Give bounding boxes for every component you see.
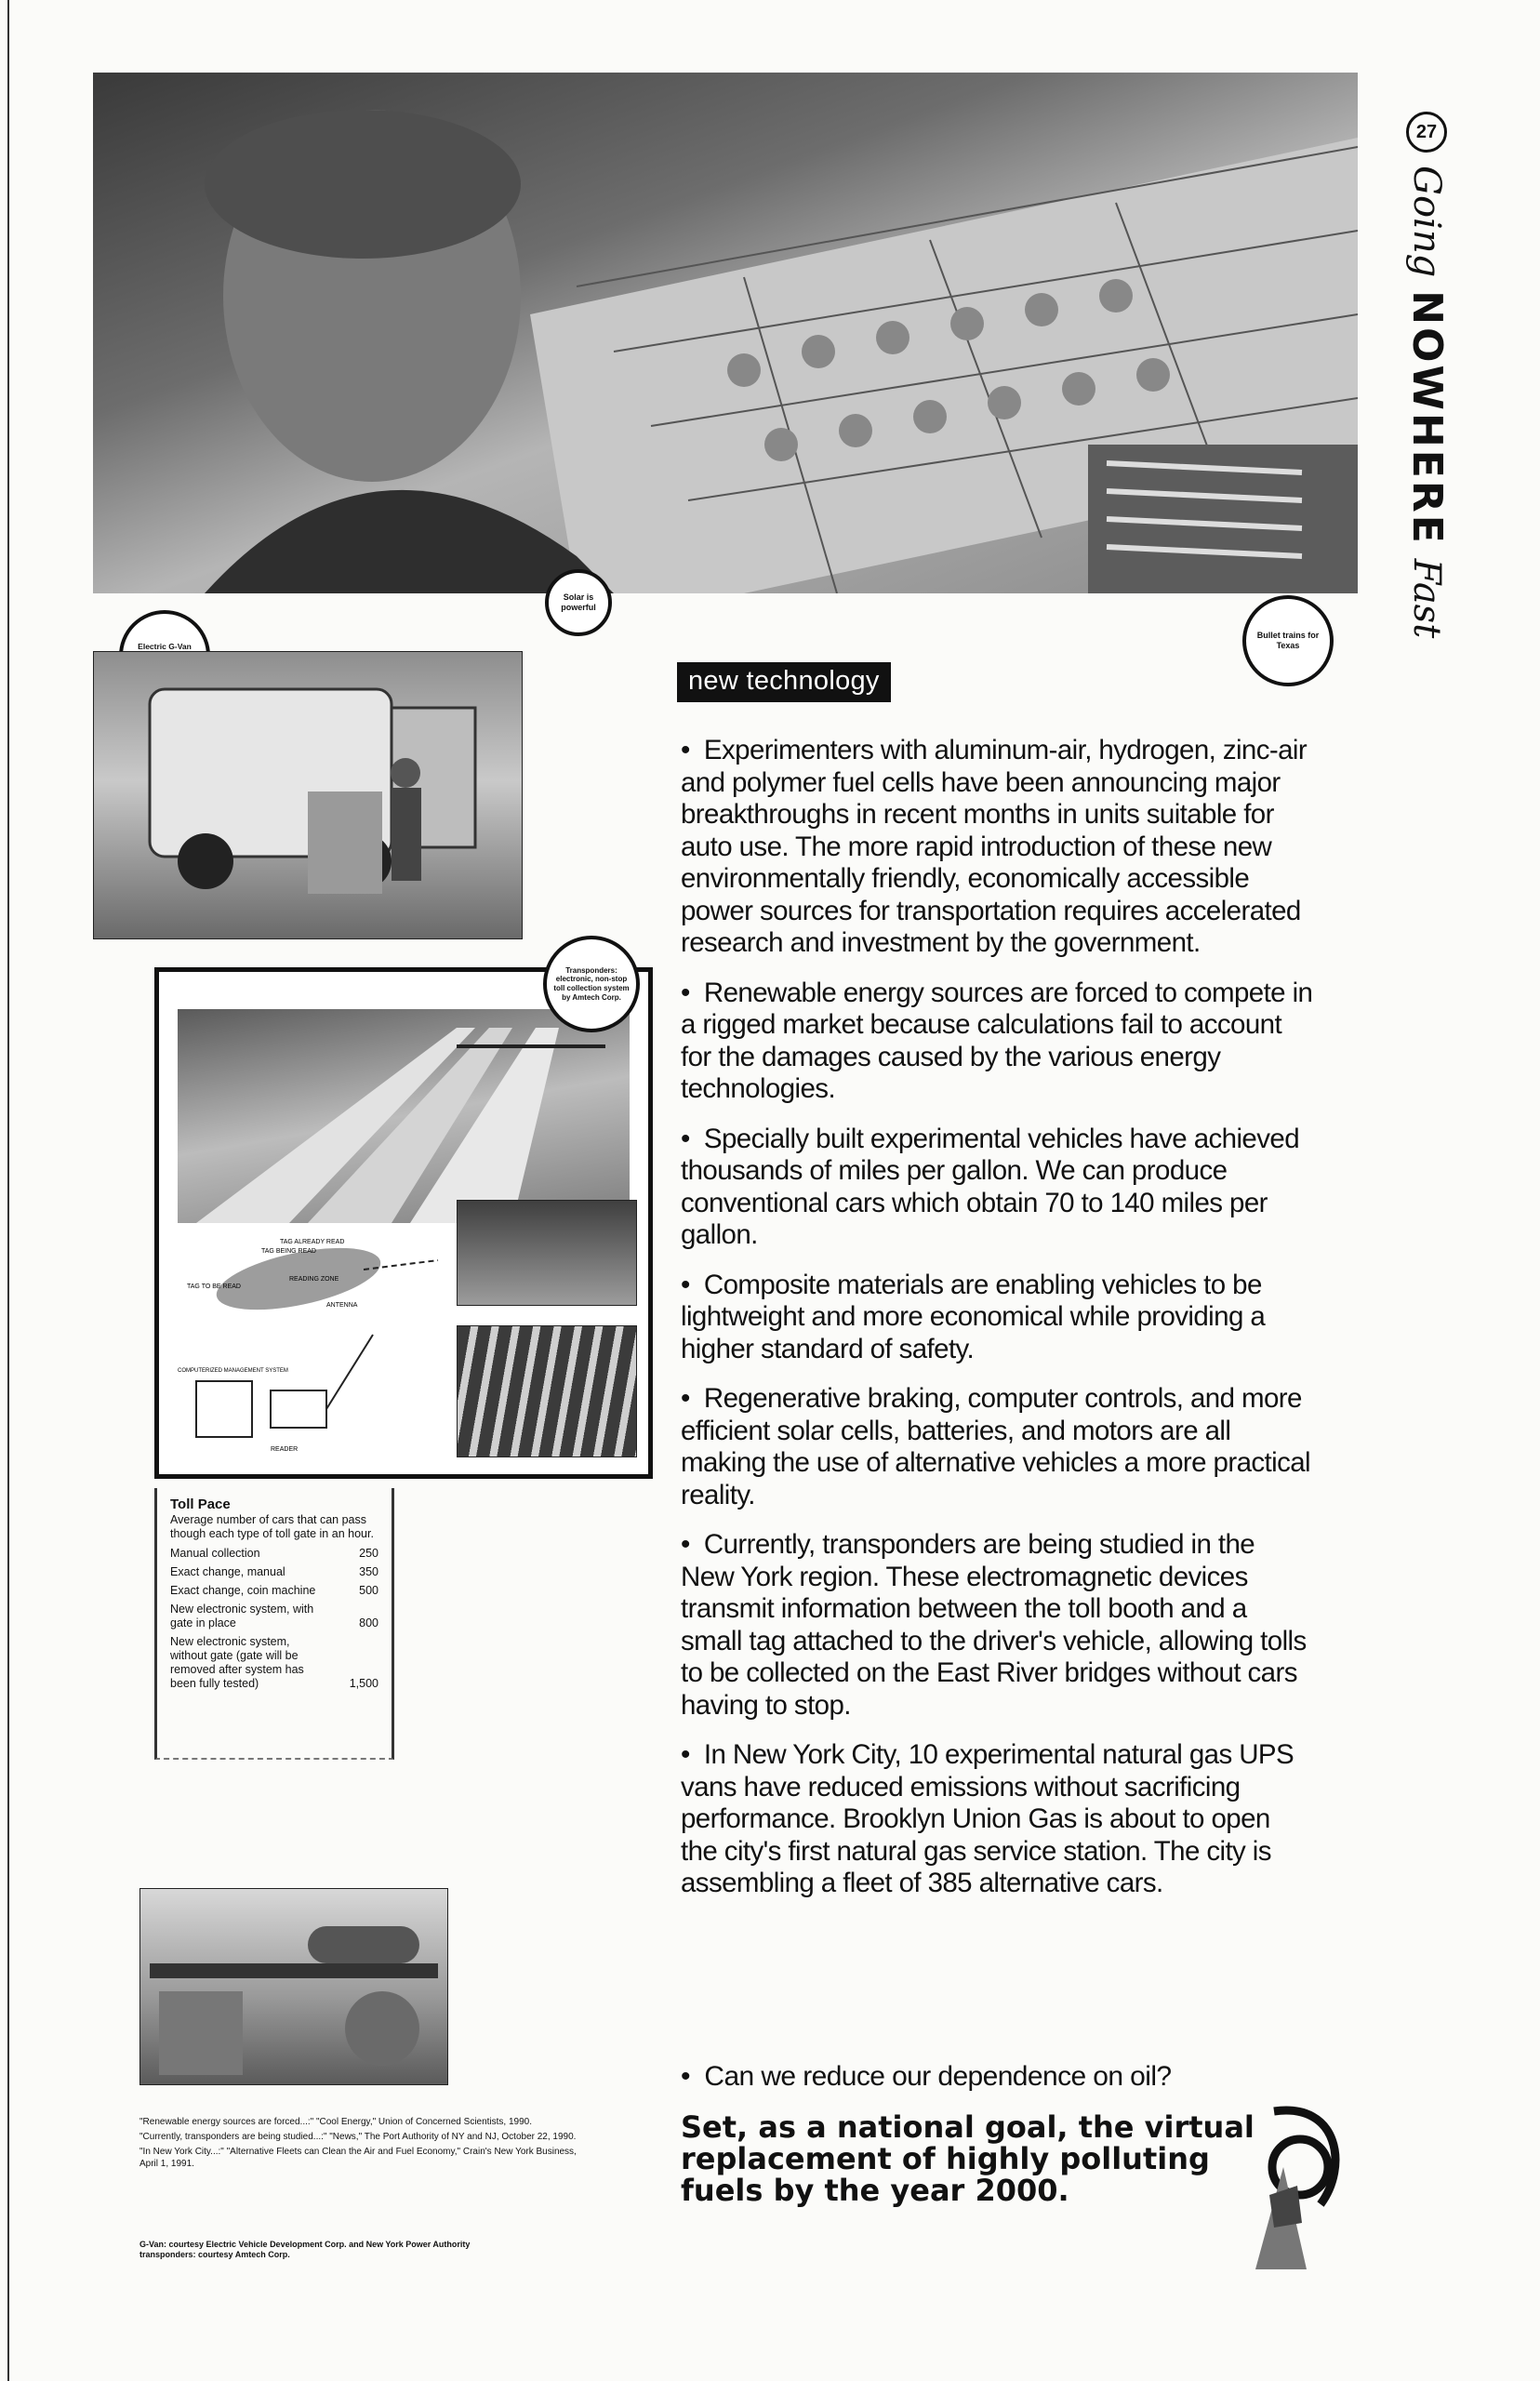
toll-diagram-frame xyxy=(154,967,653,1479)
reference-item: "Currently, transponders are being studied...:" "News," The Port Authority of NY and NJ, October 22, 1990. xyxy=(139,2132,577,2142)
toll-pace-description: Average number of cars that can pass though each type of toll gate in an hour. xyxy=(170,1513,374,1540)
toll-row xyxy=(170,1547,378,1561)
electric-van-photo xyxy=(93,651,523,939)
toll-booth-photo xyxy=(457,1200,637,1306)
toll-row-label: Manual collection xyxy=(170,1547,260,1560)
toll-row-value: 250 xyxy=(359,1547,378,1560)
diagram-label-antenna: ANTENNA xyxy=(326,1302,358,1309)
toll-row-value: 500 xyxy=(359,1584,378,1597)
solar-panel-photo xyxy=(93,73,1358,593)
toll-plaza-aerial xyxy=(178,1009,630,1223)
margin-rule xyxy=(7,0,9,2381)
electric-van-caption: Electric G-Van xyxy=(119,610,210,701)
toll-pace-table xyxy=(154,1488,394,1760)
solar-caption: Solar is powerful xyxy=(545,569,612,636)
toll-row-value: 350 xyxy=(359,1565,378,1578)
reference-item: "In New York City...:" "Alternative Fleets can Clean the Air and Fuel Economy," Crain's New York Business, April 1, 1991. xyxy=(139,2147,577,2169)
toll-row-label: Exact change, manual xyxy=(170,1565,285,1578)
references xyxy=(139,2116,595,2173)
toll-row xyxy=(170,1603,378,1630)
national-goal-statement: Set, as a national goal, the virtual replacement of highly polluting fuels by the year 2000. xyxy=(681,2109,1255,2208)
closing-question: • Can we reduce our dependence on oil? xyxy=(681,2061,1172,2093)
running-head-nowhere: NOWHERE xyxy=(1403,290,1451,546)
diagram-label-tag-to-be-read: TAG TO BE READ xyxy=(187,1284,241,1290)
body-paragraph: • Regenerative braking, computer controls, and more efficient solar cells, batteries, and motors are all making the use of alternative vehicles a more practical reality. xyxy=(681,1383,1313,1511)
section-tag: new technology xyxy=(677,662,891,702)
body-paragraph: • Experimenters with aluminum-air, hydrogen, zinc-air and polymer fuel cells have been announcing major breakthroughs in recent months in units suitable for auto use. The more rapid introduction of these new environmentally friendly, economically accessible power sources for transportation requires accelerated research and investment by the government. xyxy=(681,735,1313,960)
diagram-label-tag-read: TAG ALREADY READ xyxy=(280,1239,345,1245)
credit-item: G-Van: courtesy Electric Vehicle Development Corp. and New York Power Authority xyxy=(139,2240,471,2249)
toll-row-label: New electronic system, without gate (gate will be removed after system has been fully tested) xyxy=(170,1635,304,1690)
toll-row-label: Exact change, coin machine xyxy=(170,1584,316,1597)
body-paragraph: • Specially built experimental vehicles have achieved thousands of miles per gallon. We can produce conventional cars which obtain 70 to 140 miles per gallon. xyxy=(681,1124,1313,1252)
photo-credits xyxy=(139,2240,586,2260)
diagram-label-management: COMPUTERIZED MANAGEMENT SYSTEM xyxy=(178,1368,288,1374)
page-number: 27 xyxy=(1407,112,1448,153)
toll-row xyxy=(170,1584,378,1598)
reference-item: "Renewable energy sources are forced...:" "Cool Energy," Union of Concerned Scientists, 1990. xyxy=(139,2117,533,2127)
torch-hand-graphic xyxy=(1218,2093,1358,2269)
transponders-caption: Transponders: electronic, non-stop toll collection system by Amtech Corp. xyxy=(543,936,640,1032)
article-body xyxy=(681,735,1313,1918)
bullet-trains-caption: Bullet trains for Texas xyxy=(1242,595,1334,686)
toll-pace-title: Toll Pace xyxy=(170,1496,231,1512)
diagram-label-reading-zone: READING ZONE xyxy=(289,1276,339,1283)
body-paragraph: • In New York City, 10 experimental natural gas UPS vans have reduced emissions without sacrificing performance. Brooklyn Union Gas is about to open the city's first natural gas service station. The city is assembling a fleet of 385 alternative cars. xyxy=(681,1739,1313,1900)
toll-row xyxy=(170,1565,378,1579)
monorail-photo xyxy=(139,1888,448,2085)
credit-item: transponders: courtesy Amtech Corp. xyxy=(139,2250,290,2259)
running-head xyxy=(1403,112,1479,639)
diagram-label-tag-being-read: TAG BEING READ xyxy=(261,1248,316,1255)
van-illustration xyxy=(94,652,522,938)
toll-plaza-illustration xyxy=(178,1009,630,1223)
running-head-going: Going xyxy=(1405,166,1449,278)
transponder-schematic xyxy=(159,1223,457,1474)
toll-lanes-photo xyxy=(457,1325,637,1457)
diagram-label-reader: READER xyxy=(271,1446,299,1453)
body-paragraph: • Composite materials are enabling vehicles to be lightweight and more economical while providing a higher standard of safety. xyxy=(681,1270,1313,1366)
body-paragraph: • Currently, transponders are being studied in the New York region. These electromagnetic devices transmit information between the toll booth and a small tag attached to the driver's vehicle, allowing tolls to be collected on the East River bridges without cars having to stop. xyxy=(681,1529,1313,1722)
toll-row-value: 800 xyxy=(359,1616,378,1629)
toll-row-value: 1,500 xyxy=(349,1677,378,1690)
monorail-illustration xyxy=(140,1889,447,2084)
solar-panel-illustration xyxy=(93,73,1358,593)
toll-row-label: New electronic system, with gate in place xyxy=(170,1603,314,1629)
body-paragraph: • Renewable energy sources are forced to compete in a rigged market because calculations fail to account for the damages caused by the various energy technologies. xyxy=(681,978,1313,1106)
running-head-fast: Fast xyxy=(1405,558,1449,639)
toll-row xyxy=(170,1635,378,1691)
